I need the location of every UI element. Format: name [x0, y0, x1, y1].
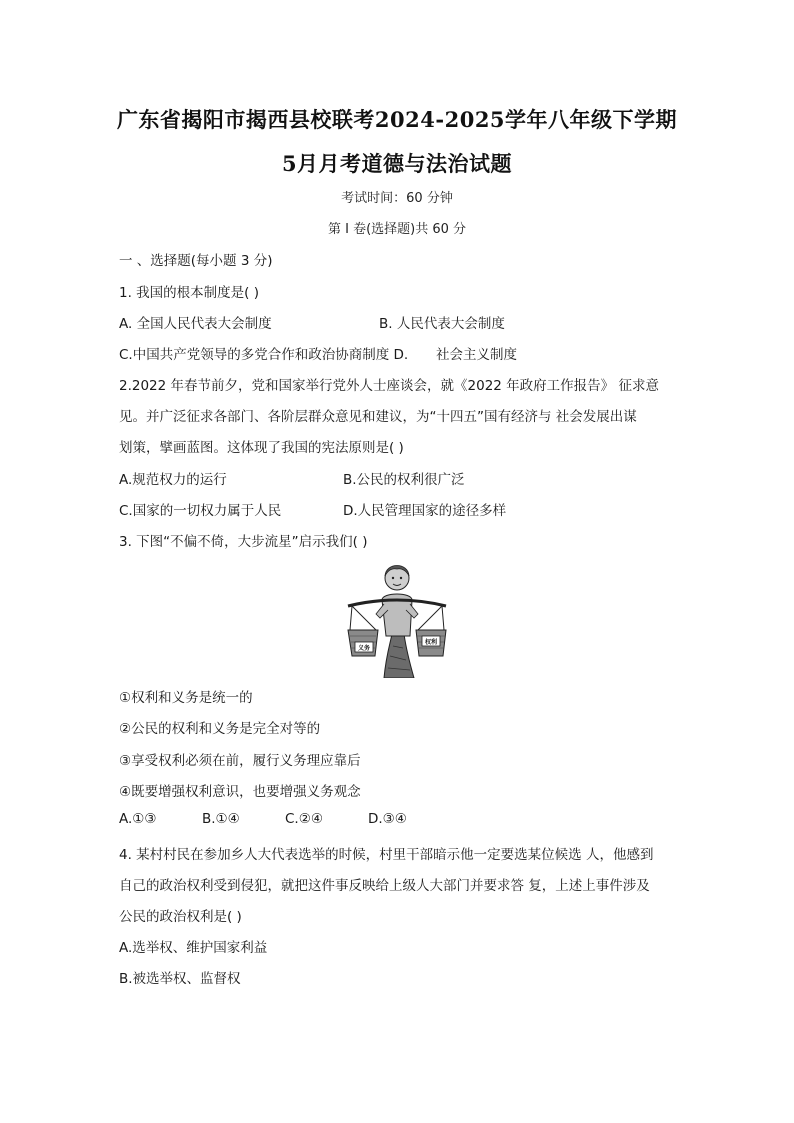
question-2-option-b: B.公民的权利很广泛 [343, 472, 465, 488]
question-1-stem: 1. 我国的根本制度是( ) [119, 285, 259, 301]
question-4-stem-line3: 公民的政治权利是( ) [119, 909, 242, 925]
question-4-stem-line1: 4. 某村村民在参加乡人大代表选举的时候，村里干部暗示他一定要选某位候选 人，他感到 [119, 847, 654, 863]
question-3-statement-2: ②公民的权利和义务是完全对等的 [119, 721, 321, 737]
question-3-option-b: B.①④ [202, 811, 240, 827]
question-3-statement-1: ①权利和义务是统一的 [119, 690, 253, 706]
exam-time: 考试时间：60 分钟 [341, 191, 453, 206]
section-heading: 一 、选择题(每小题 3 分) [119, 253, 273, 269]
question-3-option-a: A.①③ [119, 811, 157, 827]
question-4-stem-line2: 自己的政治权利受到侵犯，就把这件事反映给上级人大部门并要求答 复，上述上事件涉及 [119, 878, 650, 894]
question-1-option-a: A. 全国人民代表大会制度 [119, 316, 272, 332]
question-2-stem-line2: 见。并广泛征求各部门、各阶层群众意见和建议，为“十四五”国有经济与 社会发展出谋 [119, 409, 637, 425]
exam-title-line2: 5月月考道德与法治试题 [281, 151, 513, 176]
volume-heading: 第 I 卷(选择题)共 60 分 [327, 222, 467, 237]
question-3-option-c: C.②④ [285, 811, 323, 827]
balance-scale-illustration [346, 556, 448, 678]
question-2-option-d: D.人民管理国家的途径多样 [343, 503, 507, 519]
exam-title-line1: 广东省揭阳市揭西县校联考2024-2025学年八年级下学期 [116, 107, 678, 132]
question-1-option-b: B. 人民代表大会制度 [379, 316, 505, 332]
question-1-option-c: C.中国共产党领导的多党合作和政治协商制度 D. [119, 347, 409, 363]
question-3-option-d: D.③④ [368, 811, 407, 827]
question-1-option-d: 社会主义制度 [436, 347, 517, 363]
label-duty: 义务 [357, 645, 371, 652]
question-2-stem-line3: 划策，擘画蓝图。这体现了我国的宪法原则是( ) [119, 440, 404, 456]
question-2-option-a: A.规范权力的运行 [119, 472, 227, 488]
question-4-option-b: B.被选举权、监督权 [119, 971, 241, 987]
question-3-stem: 3. 下图“不偏不倚，大步流星”启示我们( ) [119, 534, 368, 550]
question-3-statement-3: ③享受权利必须在前，履行义务理应靠后 [119, 753, 361, 769]
question-2-option-c: C.国家的一切权力属于人民 [119, 503, 282, 519]
question-3-statement-4: ④既要增强权利意识，也要增强义务观念 [119, 784, 361, 800]
label-right: 权利 [424, 639, 438, 646]
question-4-option-a: A.选举权、维护国家利益 [119, 940, 268, 956]
question-2-stem-line1: 2.2022 年春节前夕，党和国家举行党外人士座谈会，就《2022 年政府工作报告》 征求意 [119, 378, 659, 394]
